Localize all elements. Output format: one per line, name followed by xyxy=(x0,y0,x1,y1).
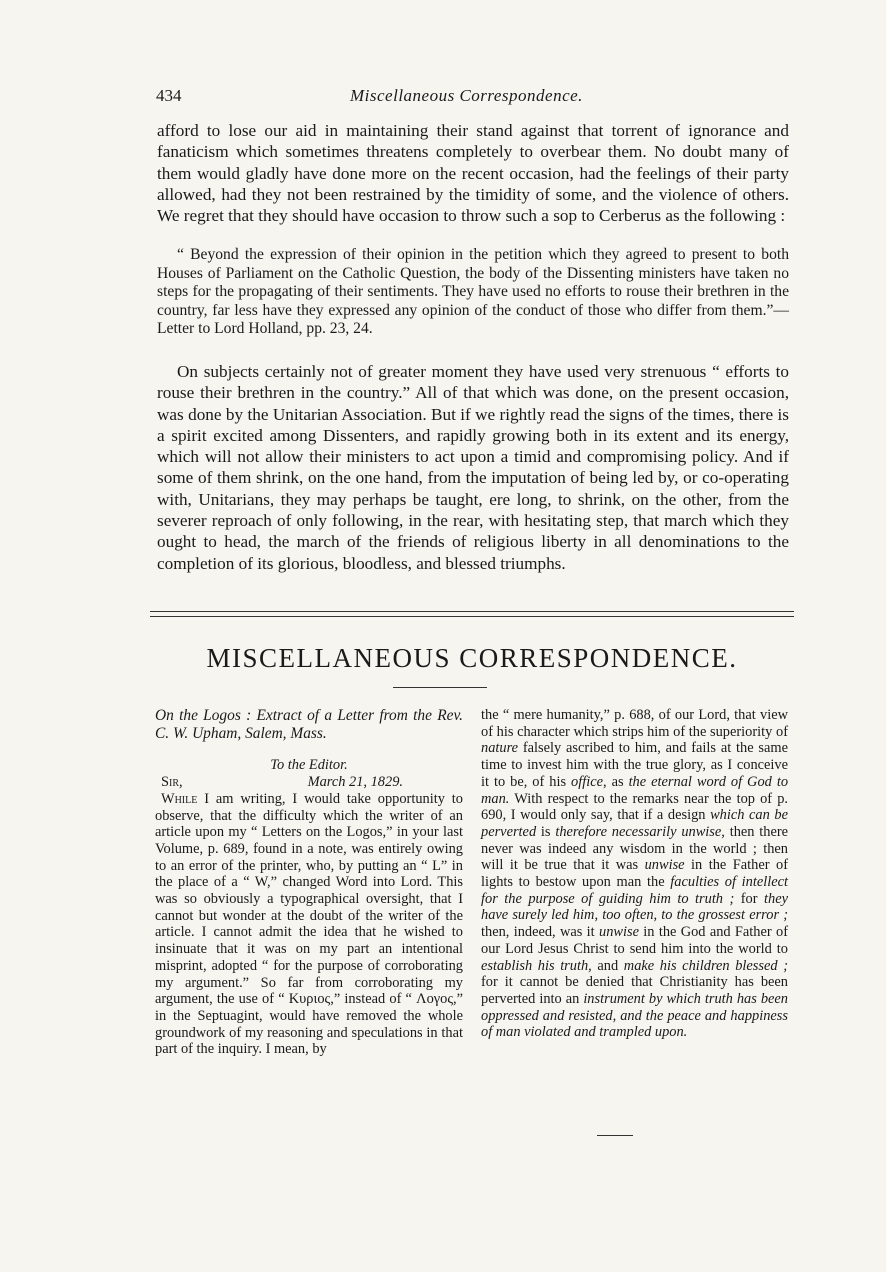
quote-text: “ Beyond the expression of their opinion in the petition which they agreed to present to both Houses of Parliament on the Catholic Question, the body of the Dissenting ministers have taken no steps for the propagating of their sentiments. They have used no efforts to rouse their brethren in the country, far less have they expressed any opinion of the conduct of those who differ from them.”—Letter to Lord Holland, pp. 23, 24. xyxy=(157,246,789,338)
section-rule-top xyxy=(150,611,794,612)
letter-body-col1 xyxy=(155,791,463,1058)
text-run: falsely ascribed to him, and fails at the same time to invest him with the true glory, as I conceive it to be, of his xyxy=(481,740,788,790)
article-title: On the Logos : Extract of a Letter from the Rev. C. W. Upham, Salem, Mass. xyxy=(155,707,463,743)
paragraph-text: afford to lose our aid in maintaining their stand against that torrent of ignorance and fanaticism which sometimes threatens completely to overbear them. No doubt many of them would gladly have done more on the recent occasion, had the feelings of their party allowed, had they not been restrained by the timidity of some, and the violence of others. We regret that they should have occasion to throw such a sop to Cerberus as the following : xyxy=(157,121,789,226)
text-run: is xyxy=(536,823,556,840)
text-run: With respect to the remarks near the top of p. 690, I would only say, that if a design xyxy=(481,790,788,824)
emphasis: establish his truth, xyxy=(481,957,592,974)
emphasis: the eternal word of God to man. xyxy=(481,773,789,807)
text-run: in the Father of lights to bestow upon man the xyxy=(481,857,788,891)
left-column xyxy=(155,707,463,1058)
emphasis: make his children blessed ; xyxy=(623,957,788,974)
text-run: then, indeed, was it xyxy=(481,924,599,941)
letter-date: March 21, 1829. xyxy=(307,774,403,791)
col1-text: I am writing, I would take opportunity to observe, that the difficulty which the writer of an article upon my “ Letters on the Logos,” in your last Volume, p. 689, found in a note, was entirely owing to an error of the printer, who, by putting an “ L” in the place of a “ W,” changed Word into Lord. This was so obviously a typographical oversight, that I cannot but wonder at the doubt of the writer of the article. I cannot admit the idea that he wished to insinuate that it was on my part an intentional misprint, adopted “ for the purpose of corroborating my argument.” So far from corroborating my argument, the use of “ Κυριος,” instead of “ Λογος,” in the Septuagint, would have removed the whole groundwork of my reasoning and speculations in that part of the inquiry. I mean, by xyxy=(155,790,463,1058)
letter-body-col2 xyxy=(481,707,788,1041)
emphasis: they have surely led him, too often, to the grossest error ; xyxy=(481,890,788,924)
dateline xyxy=(155,774,463,791)
top-paragraph-1 xyxy=(157,120,789,226)
text-run: then there never was indeed any wisdom in the world ; then will it be true that it was xyxy=(481,823,789,874)
top-paragraph-2 xyxy=(157,361,789,574)
emphasis: unwise xyxy=(599,924,639,941)
text-run: in the God and Father of our Lord Jesus Christ to send him into the world to xyxy=(481,924,788,957)
lead-word: While xyxy=(161,790,198,807)
emphasis: nature xyxy=(481,740,519,757)
section-title: MISCELLANEOUS CORRESPONDENCE. xyxy=(206,643,738,673)
emphasis: unwise xyxy=(644,857,685,874)
emphasis: instrument by which truth has been oppressed and resisted, and the peace and happiness of man violated and trampled upon. xyxy=(481,990,788,1041)
text-run: , as xyxy=(603,773,629,790)
text-run: and xyxy=(591,957,624,974)
text-run: for xyxy=(734,890,765,907)
paragraph-text: On subjects certainly not of greater moment they have used very strenuous “ efforts to rouse their brethren in the country.” All of that which was done, on the present occasion, was done by the Unitarian Association. But if we rightly read the signs of the times, there is a spirit excited among Dissenters, and rapidly growing both in its extent and its energy, which will not allow their ministers to act upon a timid and compromising policy. And if some of them shrink, on the one hand, from the imputation of being led by, or co-operating with, Unitarians, they may perhaps be taught, ere long, to shrink, on the other, from the severer reproach of only following, in the rear, with hesitating step, that march which they ought to head, the march of the friends of religious liberty in all denominations to the completion of its glorious, bloodless, and blessed triumphs. xyxy=(157,362,789,573)
title-divider xyxy=(393,687,487,688)
page-number: 434 xyxy=(156,86,182,105)
salutation-heading: To the Editor. xyxy=(270,757,348,774)
right-column xyxy=(481,707,788,1041)
section-rule-bottom xyxy=(150,616,794,617)
end-rule xyxy=(597,1135,633,1136)
running-title: Miscellaneous Correspondence. xyxy=(350,86,583,105)
emphasis: which can be perverted xyxy=(481,807,789,840)
salutation: Sir, xyxy=(161,774,183,791)
text-run: the “ mere humanity,” p. 688, of our Lord, that view of his character which strips him of the superiority of xyxy=(481,707,788,740)
emphasis: office xyxy=(571,773,604,790)
emphasis: therefore necessarily unwise, xyxy=(555,823,725,840)
block-quote xyxy=(157,246,789,339)
text-run: for it cannot be denied that Christianity has been perverted into an xyxy=(481,974,788,1007)
emphasis: faculties of intellect for the purpose of guiding him to truth ; xyxy=(481,874,788,907)
